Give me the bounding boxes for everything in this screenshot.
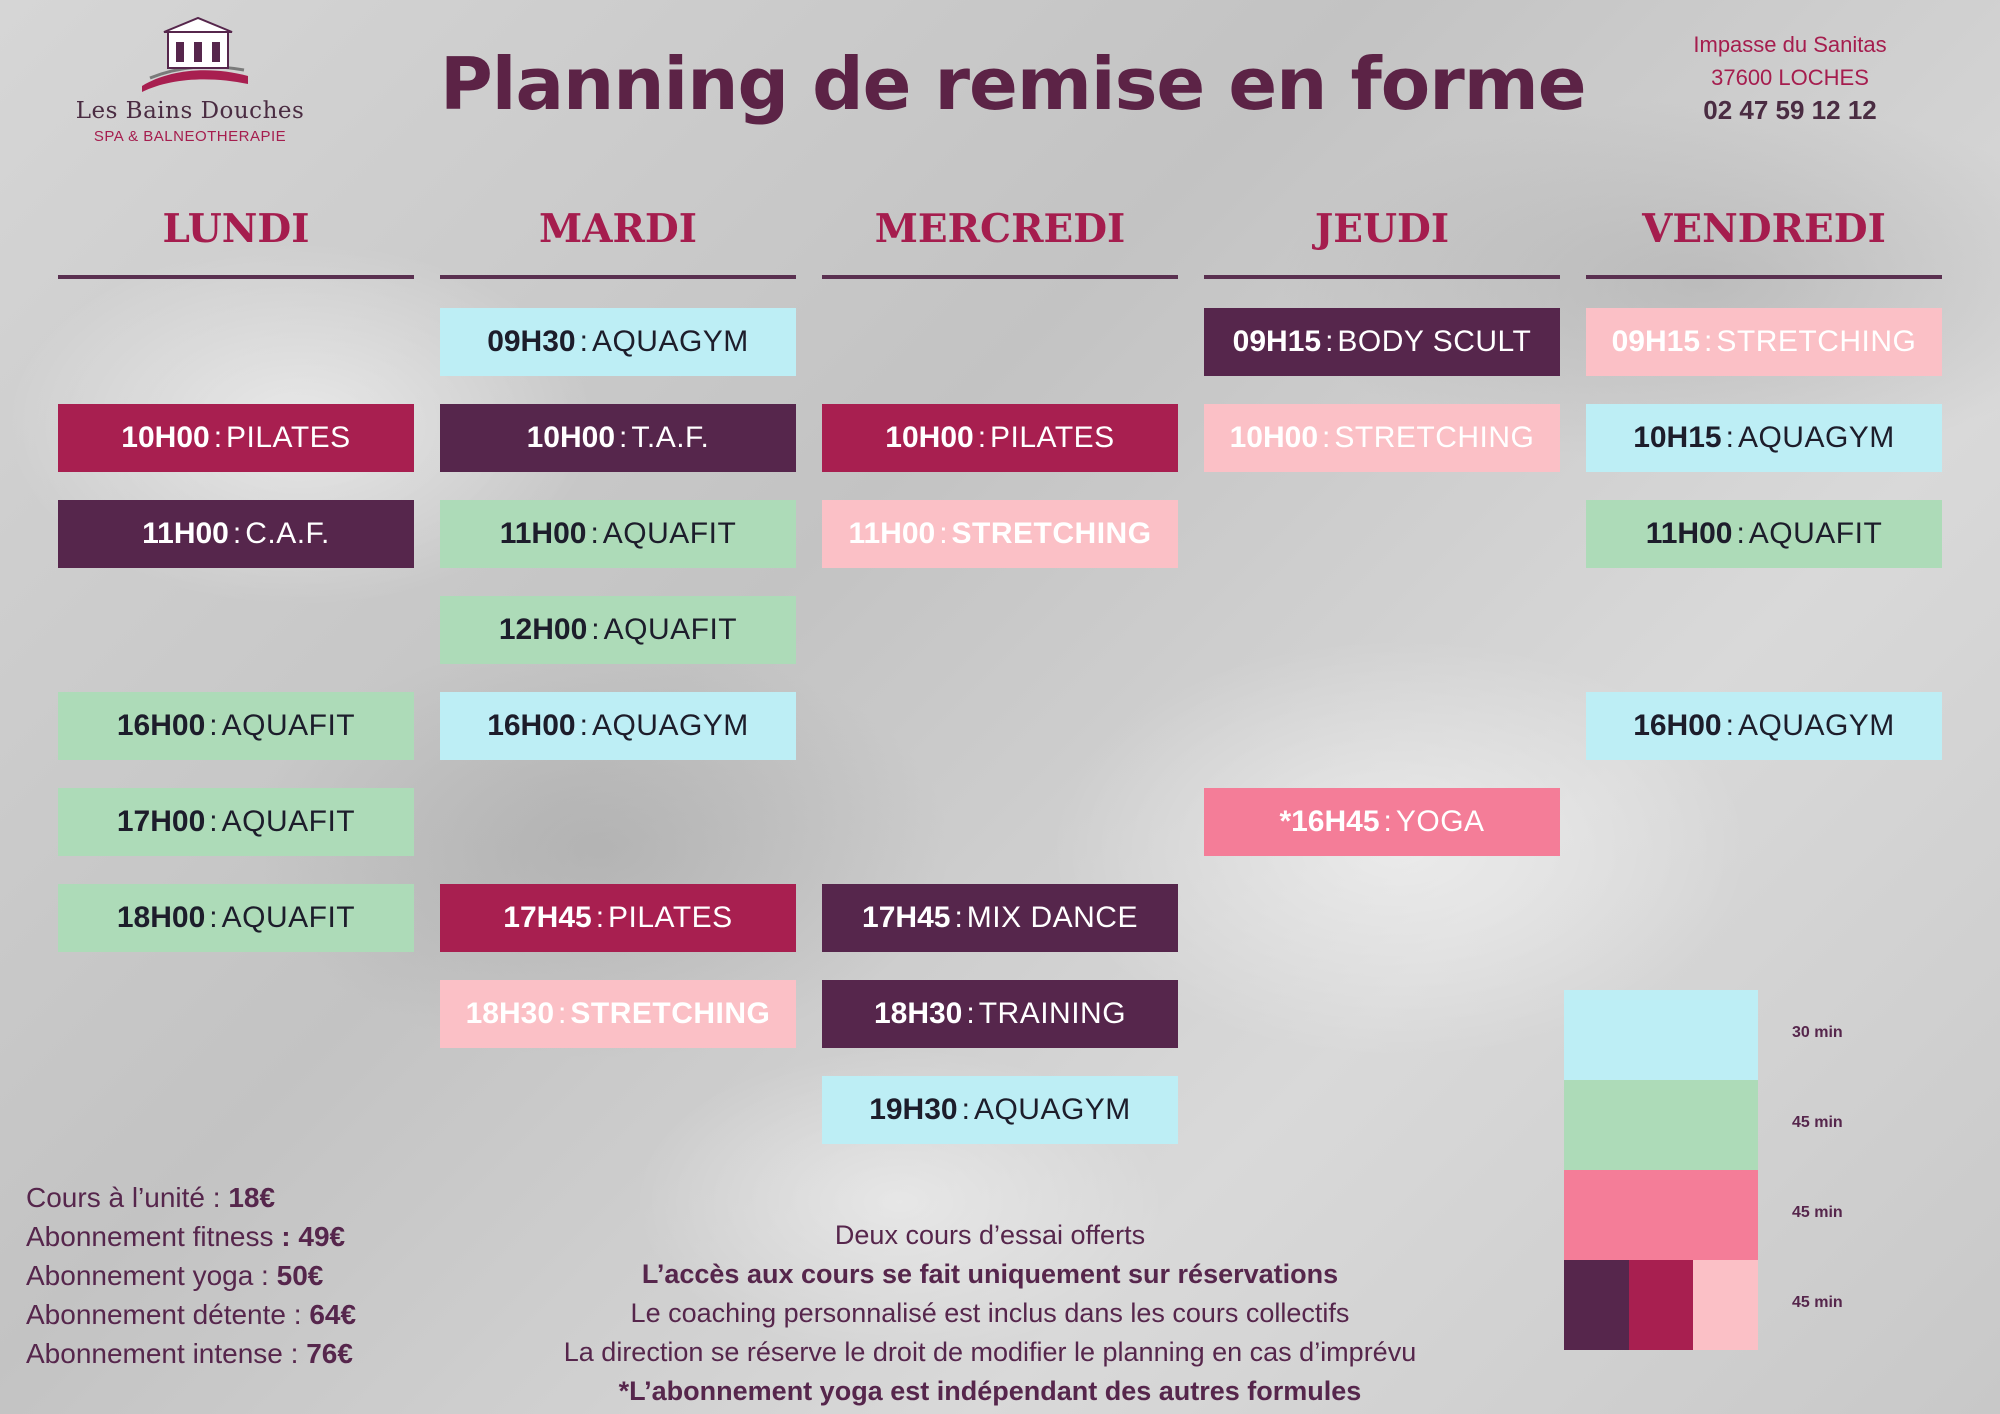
legend-label: 45 min (1792, 1114, 1843, 1131)
class-time: 11H00 (1645, 517, 1733, 550)
legend-swatch-part (1564, 1080, 1758, 1170)
class-slot (1204, 404, 1560, 472)
separator: : (1325, 325, 1334, 358)
class-time: 16H00 (487, 709, 576, 742)
class-name: YOGA (1395, 805, 1485, 838)
class-name: STRETCHING (1334, 421, 1535, 454)
note-trial: Deux cours d’essai offerts (834, 1220, 1146, 1250)
separator: : (977, 421, 987, 454)
address-street: Impasse du Sanitas (1693, 32, 1887, 57)
note-yoga: *L’abonnement yoga est indépendant des autres formules (618, 1376, 1362, 1406)
class-slot (1204, 308, 1560, 376)
class-slot (1586, 692, 1942, 760)
class-name: TRAINING (978, 997, 1127, 1030)
separator: : (590, 517, 599, 550)
separator: : (595, 901, 605, 934)
day-header-vendredi: VENDREDI (1642, 206, 1886, 252)
class-slot (822, 500, 1178, 568)
class-time: 17H45 (862, 901, 951, 934)
day-divider (1586, 275, 1942, 279)
class-time: 17H00 (116, 805, 206, 838)
class-time: 16H00 (1633, 709, 1722, 742)
address-city: 37600 LOCHES (1711, 65, 1869, 90)
note-reservation: L’accès aux cours se fait uniquement sur réservations (641, 1259, 1339, 1289)
legend-swatch-part (1629, 1260, 1694, 1350)
separator: : (213, 421, 223, 454)
logo-subtitle: SPA & BALNEOTHERAPIE (93, 128, 287, 145)
class-time: 12H00 (498, 613, 588, 646)
class-name: AQUAFIT (602, 517, 737, 550)
class-time: 10H00 (526, 421, 616, 454)
legend-label: 45 min (1792, 1294, 1843, 1311)
price-list (26, 1178, 356, 1373)
separator: : (591, 613, 600, 646)
class-time: 09H15 (1611, 325, 1701, 358)
class-slot (440, 404, 796, 472)
class-name: AQUAGYM (1737, 421, 1895, 454)
note-coaching: Le coaching personnalisé est inclus dans les cours collectifs (630, 1298, 1350, 1328)
separator: : (1725, 421, 1734, 454)
class-name: AQUAGYM (591, 325, 749, 358)
class-time: 10H00 (885, 421, 974, 454)
separator: : (619, 421, 628, 454)
separator: : (1725, 709, 1734, 742)
class-name: AQUAGYM (591, 709, 749, 742)
class-slot (822, 980, 1178, 1048)
class-slot (822, 1076, 1178, 1144)
class-name: AQUAFIT (221, 805, 356, 838)
class-name: AQUAFIT (1748, 517, 1883, 550)
class-time: 10H00 (1229, 421, 1319, 454)
legend-swatch-part (1564, 1260, 1629, 1350)
note-direction: La direction se réserve le droit de modifier le planning en cas d’imprévu (563, 1337, 1417, 1367)
class-time: 11H00 (848, 517, 936, 550)
class-name: AQUAGYM (973, 1093, 1131, 1126)
day-header-mercredi: MERCREDI (874, 206, 1126, 252)
class-name: MIX DANCE (966, 901, 1138, 934)
class-slot (1586, 500, 1942, 568)
class-name: PILATES (226, 421, 351, 454)
class-time: 19H30 (869, 1093, 958, 1126)
class-time: 10H15 (1633, 421, 1722, 454)
class-time: 18H30 (873, 997, 963, 1030)
separator: : (1383, 805, 1392, 838)
logo (70, 14, 310, 144)
day-divider (440, 275, 796, 279)
price-fitness: Abonnement fitness : 49€ (26, 1221, 346, 1252)
day-header-lundi: LUNDI (162, 206, 310, 252)
class-slot (58, 884, 414, 952)
class-slot (440, 596, 796, 664)
class-time: 10H00 (121, 421, 210, 454)
separator: : (939, 517, 948, 550)
separator: : (558, 997, 567, 1030)
price-yoga: Abonnement yoga : 50€ (26, 1260, 324, 1291)
legend-swatch-part (1693, 1260, 1758, 1350)
class-slot (58, 692, 414, 760)
class-time: 09H30 (487, 325, 576, 358)
class-slot (822, 404, 1178, 472)
legend-swatch (1564, 1170, 1758, 1260)
class-time: 09H15 (1232, 325, 1322, 358)
class-time: 18H30 (465, 997, 555, 1030)
class-name: AQUAGYM (1737, 709, 1895, 742)
class-time: 11H00 (142, 517, 229, 550)
class-name: C.A.F. (245, 517, 330, 550)
phone-number: 02 47 59 12 12 (1703, 95, 1877, 125)
day-divider (58, 275, 414, 279)
class-slot (1586, 308, 1942, 376)
class-slot (1586, 404, 1942, 472)
class-time: 17H45 (503, 901, 592, 934)
class-slot (440, 692, 796, 760)
day-divider (822, 275, 1178, 279)
class-slot (440, 308, 796, 376)
price-intense: Abonnement intense : 76€ (26, 1338, 353, 1369)
class-slot (440, 884, 796, 952)
separator: : (209, 805, 218, 838)
legend-swatch (1564, 1260, 1758, 1350)
legend-label: 45 min (1792, 1204, 1843, 1221)
class-time: 11H00 (499, 517, 587, 550)
class-name: PILATES (990, 421, 1115, 454)
day-header-jeudi: JEUDI (1314, 206, 1450, 252)
legend-swatch (1564, 990, 1758, 1080)
class-time: 18H00 (116, 901, 206, 934)
class-name: BODY SCULT (1337, 325, 1532, 358)
legend-label: 30 min (1792, 1024, 1843, 1041)
class-name: PILATES (608, 901, 733, 934)
separator: : (966, 997, 975, 1030)
separator: : (579, 325, 588, 358)
separator: : (209, 901, 218, 934)
class-slot (1204, 788, 1560, 856)
day-divider (1204, 275, 1560, 279)
class-slot (58, 500, 414, 568)
class-name: AQUAFIT (221, 901, 356, 934)
class-slot (822, 884, 1178, 952)
legend-swatch-part (1564, 990, 1758, 1080)
class-time: *16H45 (1279, 805, 1380, 838)
legend-swatch (1564, 1080, 1758, 1170)
separator: : (209, 709, 218, 742)
class-slot (58, 404, 414, 472)
class-name: T.A.F. (631, 421, 710, 454)
class-name: STRETCHING (570, 997, 771, 1030)
class-name: AQUAFIT (603, 613, 738, 646)
separator: : (1704, 325, 1713, 358)
separator: : (232, 517, 242, 550)
class-slot (58, 788, 414, 856)
class-name: AQUAFIT (221, 709, 356, 742)
separator: : (1322, 421, 1331, 454)
info-notes (460, 1216, 1520, 1411)
class-slot (440, 980, 796, 1048)
spa-building-icon (140, 14, 250, 94)
class-slot (440, 500, 796, 568)
separator: : (954, 901, 963, 934)
logo-name: Les Bains Douches (75, 98, 305, 124)
price-detente: Abonnement détente : 64€ (26, 1299, 357, 1330)
class-time: 16H00 (116, 709, 206, 742)
legend-swatch-part (1564, 1170, 1758, 1260)
separator: : (579, 709, 588, 742)
separator: : (1736, 517, 1745, 550)
price-unit: Cours à l’unité : 18€ (26, 1182, 276, 1213)
separator: : (961, 1093, 970, 1126)
address-block (1660, 28, 1920, 127)
page-title: Planning de remise en forme (440, 42, 1586, 126)
class-name: STRETCHING (951, 517, 1152, 550)
class-name: STRETCHING (1716, 325, 1917, 358)
day-header-mardi: MARDI (539, 206, 697, 252)
